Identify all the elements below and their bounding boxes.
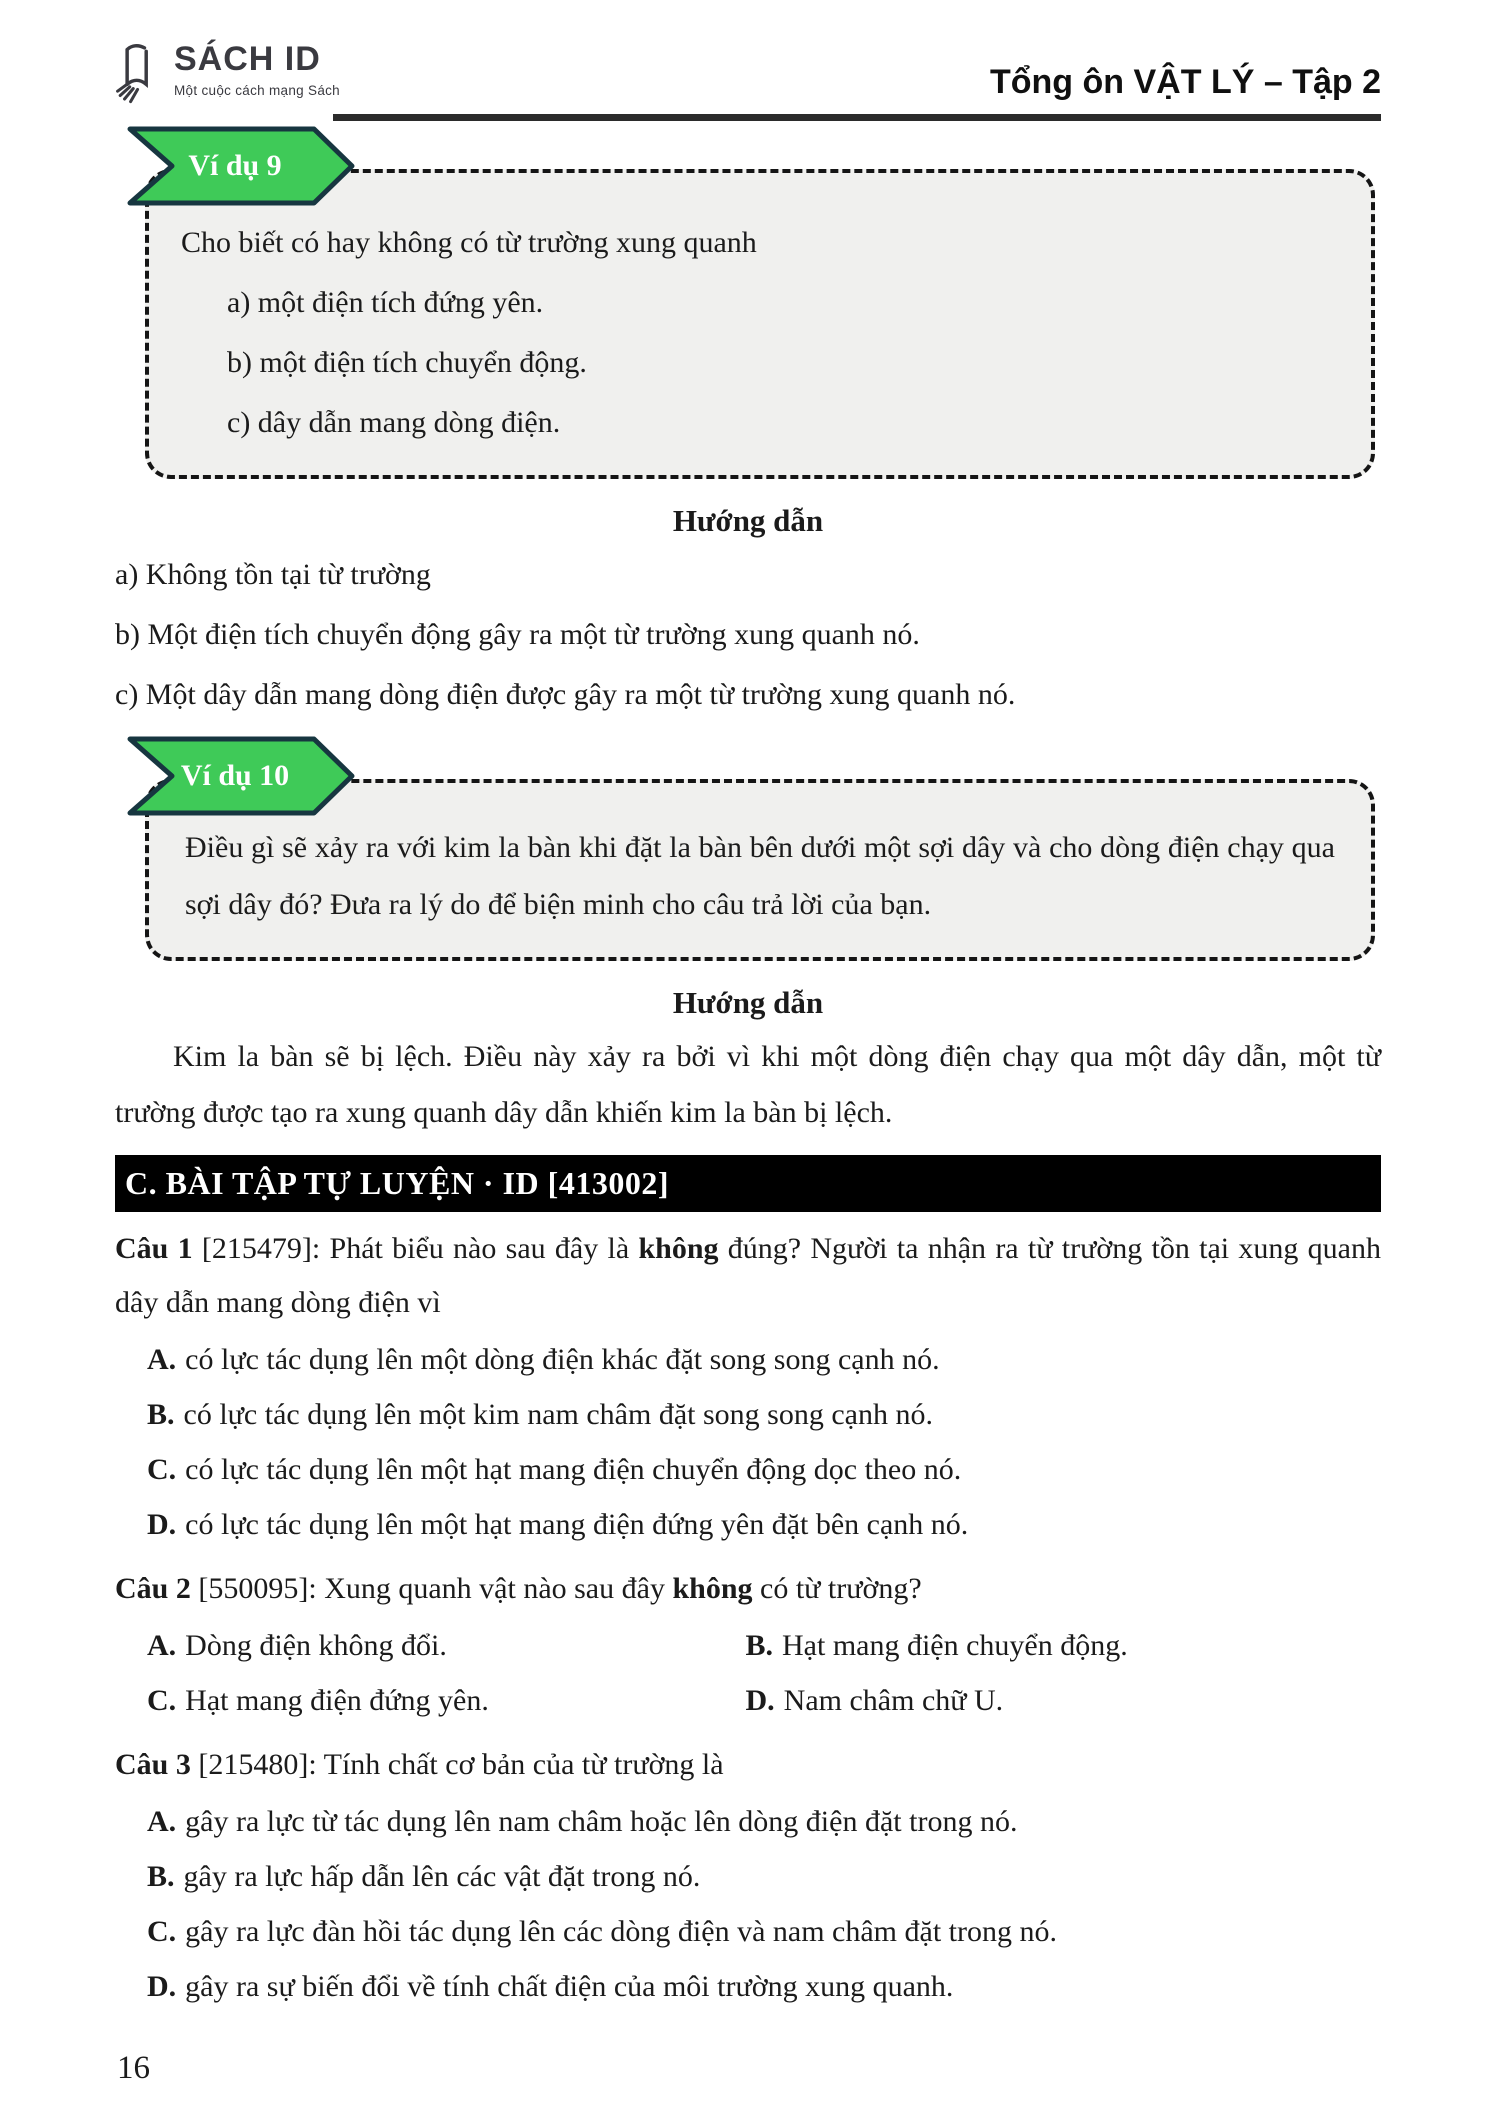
question-1-label: Câu 1 xyxy=(115,1232,193,1265)
question-2-option-b: B. Hạt mang điện chuyển động. xyxy=(745,1629,1128,1662)
guide-1-answer-c: c) Một dây dẫn mang dòng điện được gây ra một từ trường xung quanh nó. xyxy=(115,678,1016,711)
example-10-badge xyxy=(118,735,356,817)
example-9-item-c: c) dây dẫn mang dòng điện. xyxy=(227,406,561,439)
question-1-option-b: B. có lực tác dụng lên một kim nam châm đặt song song cạnh nó. xyxy=(147,1398,933,1431)
example-9-badge-label: Ví dụ 9 xyxy=(188,149,282,182)
question-1-bold-word: không xyxy=(638,1232,719,1265)
question-3-option-c: C. gây ra lực đàn hồi tác dụng lên các dòng điện và nam châm đặt trong nó. xyxy=(147,1915,1057,1948)
self-practice-section-bar: C. BÀI TẬP TỰ LUYỆN · ID [413002] xyxy=(115,1155,1381,1212)
question-1-id: [215479]: xyxy=(192,1232,330,1265)
question-3-pre: Tính chất cơ bản của từ trường là xyxy=(323,1748,724,1781)
logo-tagline: Một cuộc cách mạng Sách xyxy=(174,82,340,98)
guide-2-title: Hướng dẫn xyxy=(672,985,824,1020)
question-1-option-d: D. có lực tác dụng lên một hạt mang điện đứng yên đặt bên cạnh nó. xyxy=(147,1508,969,1541)
question-3-label: Câu 3 xyxy=(115,1748,191,1781)
question-3-option-a: A. gây ra lực từ tác dụng lên nam châm hoặc lên dòng điện đặt trong nó. xyxy=(147,1805,1018,1838)
question-2-label: Câu 2 xyxy=(115,1572,191,1605)
page-number: 16 xyxy=(117,2050,150,2086)
example-9-intro: Cho biết có hay không có từ trường xung quanh xyxy=(181,226,757,259)
guide-2-text: Kim la bàn sẽ bị lệch. Điều này xảy ra bởi vì khi một dòng điện chạy qua một dây dẫn, một từ trường được tạo ra xung quanh dây dẫn khiến kim la bàn bị lệch. xyxy=(115,1040,1381,1129)
question-3 xyxy=(115,1738,1381,2014)
question-1-options xyxy=(115,1332,1381,1552)
question-1-pre: Phát biểu nào sau đây là xyxy=(329,1232,639,1265)
question-2-option-a: A. Dòng điện không đổi. xyxy=(147,1629,447,1662)
example-9-item-b: b) một điện tích chuyển động. xyxy=(227,346,587,379)
open-book-icon xyxy=(115,42,167,104)
question-2-text xyxy=(115,1562,1381,1616)
page-title: Tổng ôn VẬT LÝ – Tập 2 xyxy=(990,63,1381,101)
example-10-text: Điều gì sẽ xảy ra với kim la bàn khi đặt la bàn bên dưới một sợi dây và cho dòng điện chạy qua sợi dây đó? Đưa ra lý do để biện minh cho câu trả lời của bạn. xyxy=(185,831,1335,921)
question-3-text xyxy=(115,1738,1381,1792)
example-10-section xyxy=(145,759,1375,961)
question-2-pre: Xung quanh vật nào sau đây xyxy=(324,1572,673,1605)
question-2-id: [550095]: xyxy=(190,1572,325,1605)
guide-1-title: Hướng dẫn xyxy=(672,503,824,538)
question-3-option-d: D. gây ra sự biến đổi về tính chất điện của môi trường xung quanh. xyxy=(147,1970,954,2003)
sach-id-logo xyxy=(115,42,340,104)
example-10-badge-label: Ví dụ 10 xyxy=(180,759,290,792)
example-9-badge xyxy=(118,125,356,207)
question-2-bold-word: không xyxy=(672,1572,753,1605)
guide-1-answer-b: b) Một điện tích chuyển động gây ra một từ trường xung quanh nó. xyxy=(115,618,920,651)
question-1-option-c: C. có lực tác dụng lên một hạt mang điện chuyển động dọc theo nó. xyxy=(147,1453,962,1486)
example-9-box xyxy=(145,169,1375,479)
header-double-rule xyxy=(333,114,1381,121)
guide-1-answer-a: a) Không tồn tại từ trường xyxy=(115,558,431,591)
example-9-section xyxy=(145,149,1375,479)
question-2-post: có từ trường? xyxy=(752,1572,922,1605)
question-1-text xyxy=(115,1222,1381,1330)
question-1-option-a: A. có lực tác dụng lên một dòng điện khác đặt song song cạnh nó. xyxy=(147,1343,940,1376)
question-2-option-c: C. Hạt mang điện đứng yên. xyxy=(147,1684,489,1717)
question-2 xyxy=(115,1562,1381,1728)
question-3-option-b: B. gây ra lực hấp dẫn lên các vật đặt trong nó. xyxy=(147,1860,701,1893)
question-1-post: đúng? Người ta nhận ra từ trường tồn tại xung quanh dây dẫn mang dòng điện vì xyxy=(115,1232,1381,1319)
question-2-options xyxy=(115,1618,1381,1728)
question-3-options xyxy=(115,1794,1381,2014)
question-3-id: [215480]: xyxy=(190,1748,324,1781)
question-1 xyxy=(115,1222,1381,1552)
logo-name: SÁCH ID xyxy=(174,40,321,78)
page-header xyxy=(115,42,1381,104)
logo-text-block xyxy=(174,42,340,98)
guide-1-answers xyxy=(115,545,1381,725)
question-2-option-d: D. Nam châm chữ U. xyxy=(745,1684,1004,1717)
example-9-item-a: a) một điện tích đứng yên. xyxy=(227,286,544,319)
